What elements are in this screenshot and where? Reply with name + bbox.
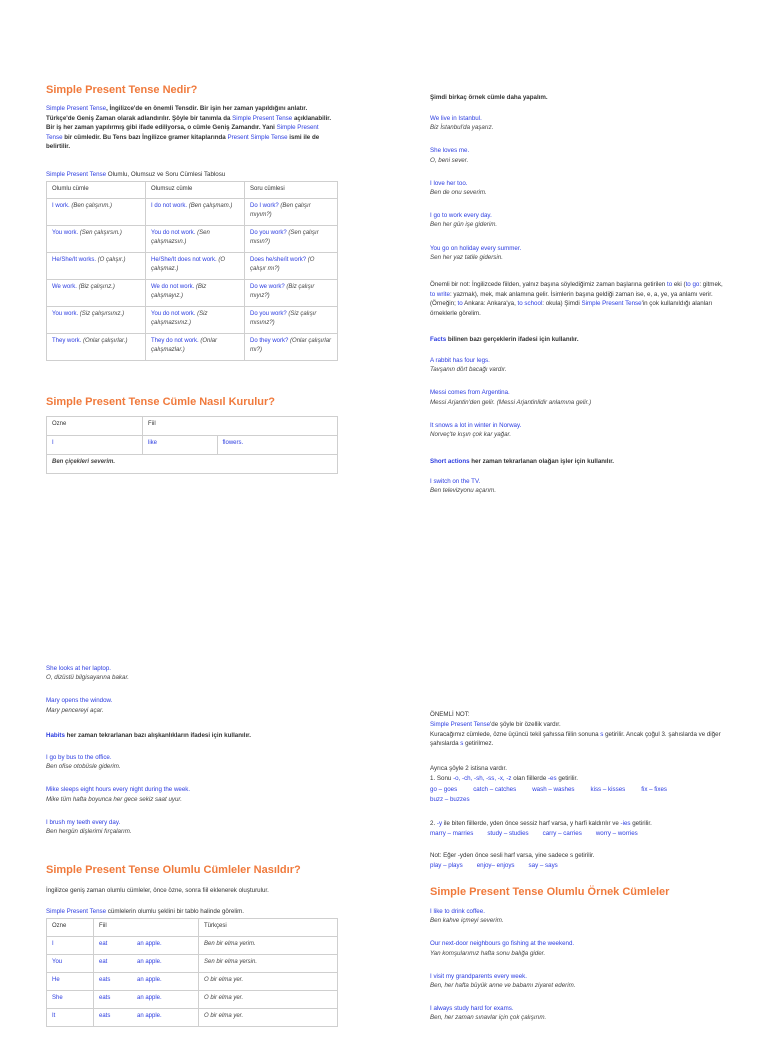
short-actions-line: Short actions her zaman tekrarlanan olağan işler için kullanılır. — [430, 458, 614, 465]
cell-english: He/She/It works. — [52, 257, 97, 263]
facts-line: Facts bilinen bazı gerçeklerin ifadesi için kullanılır. — [430, 336, 579, 343]
cell-turkish: (Biz çalışır mıyız?) — [250, 284, 315, 299]
inline-link[interactable]: to go — [685, 281, 700, 288]
example-item — [430, 211, 730, 229]
example-item — [430, 939, 730, 957]
olumlu-paragraph: İngilizce geniş zaman olumlu cümleler, önce özne, sonra fiil eklenerek oluşturulur. — [46, 887, 269, 894]
rules-intro: Ayrıca şöyle 2 istisna vardır. — [430, 765, 507, 772]
table-cell: an apple. — [132, 991, 199, 1009]
example-english: Mary opens the window. — [46, 697, 113, 705]
example-pair: wash – washes — [532, 786, 575, 793]
cell-english: He/She/It does not work. — [151, 257, 217, 263]
example-pair: play – plays — [430, 862, 463, 869]
example-english: A rabbit has four legs. — [430, 357, 490, 364]
table-row — [47, 334, 338, 361]
table-header: Türkçesi — [199, 919, 338, 937]
cell-turkish: (Sen çalışırsın.) — [78, 230, 122, 236]
example-turkish: Ben, her zaman sınavlar için çok çalışırım. — [430, 1014, 547, 1022]
cell-turkish: (Siz çalışmazsınız.) — [151, 311, 208, 326]
cell-turkish: (Siz çalışırsınız.) — [78, 311, 125, 317]
example-turkish: Ben, her hafta büyük anne ve babamı ziyaret ederim. — [430, 982, 576, 990]
heading-kurulur: Simple Present Tense Cümle Nasıl Kurulur? — [46, 396, 276, 408]
example-english: I switch on the TV. — [430, 478, 481, 485]
example-turkish: Mary pencereyi açar. — [46, 706, 104, 714]
table-header: Fiil — [143, 417, 218, 436]
table-cell — [47, 280, 146, 307]
cell-english: We do not work. — [151, 284, 195, 290]
table-cell: eats — [94, 991, 133, 1009]
example-turkish: Ben televizyonu açarım. — [430, 487, 497, 495]
note-body: Simple Present Tense'de şöyle bir özellik vardır. Kuracağımız cümlede, özne üçüncü tekil şahıssa fiilin sonuna s getirilir. Ancak çoğul 3. şahıslarda ve diğer şahıslarda s getirilmez. — [430, 721, 721, 748]
example-pair: study – studies — [487, 830, 529, 837]
table-header: Soru cümlesi — [245, 182, 338, 199]
example-english: Messi comes from Argentina. — [430, 389, 510, 397]
inline-link[interactable]: Simple Present Tense — [46, 105, 107, 112]
table-header: Ozne — [47, 417, 143, 436]
intro-paragraph — [46, 104, 336, 152]
example-item — [46, 753, 346, 771]
cell-english: You do not work. — [151, 311, 196, 317]
table-row — [47, 973, 338, 991]
cell-turkish: (Sen çalışır mısın?) — [250, 230, 319, 245]
table-cell: O bir elma yer. — [199, 991, 338, 1009]
table-cell — [146, 226, 245, 253]
table-row — [47, 955, 338, 973]
caption-link[interactable]: Simple Present Tense — [46, 171, 107, 178]
table-header: Ozne — [47, 919, 94, 937]
example-turkish: O, beni sever. — [430, 156, 469, 164]
cell-turkish: (Onlar çalışmazlar.) — [151, 338, 218, 353]
text-run: ismi ile de belirtilir. — [46, 133, 320, 151]
example-english: I go to work every day. — [430, 212, 492, 220]
table-cell — [146, 253, 245, 280]
example-item — [430, 244, 730, 262]
table-cell — [245, 226, 338, 253]
example-item — [430, 388, 730, 406]
table-cell: I — [47, 937, 94, 955]
cell-turkish: (Biz çalışırız.) — [76, 284, 115, 290]
cell-turkish: (Onlar çalışırlar mı?) — [250, 338, 332, 353]
table-row — [47, 307, 338, 334]
cell-turkish: (Ben çalışmam.) — [187, 203, 233, 209]
cell-english: You work. — [52, 311, 79, 317]
table-row — [47, 226, 338, 253]
cell-english: You work. — [52, 230, 79, 236]
example-pair: carry – carries — [542, 830, 582, 837]
cell-turkish: (Onlar çalışırlar.) — [81, 338, 128, 344]
example-english: I always study hard for exams. — [430, 1005, 514, 1013]
cell-english: I work. — [52, 203, 70, 209]
example-turkish: Ben ofise otobüsle giderim. — [46, 763, 121, 771]
table-cell: eat — [94, 937, 133, 955]
table-cell: an apple. — [132, 937, 199, 955]
example-turkish: Messi Arjantin'den gelir. (Messi Arjantinlidir anlamına gelir.) — [430, 398, 592, 406]
example-pair: kiss – kisses — [590, 786, 626, 793]
table-cell — [47, 334, 146, 361]
example-item — [46, 696, 346, 714]
example-turkish: Mike tüm hafta boyunca her gece sekiz saat uyur. — [46, 795, 182, 803]
text-run: 'in çok kullanıldığı alanları örneklerle görelim. — [430, 300, 713, 317]
heading-olumlu: Simple Present Tense Olumlu Cümleler Nasıldır? — [46, 864, 301, 876]
example-item — [430, 477, 730, 495]
example-english: I brush my teeth every day. — [46, 818, 121, 826]
table-cell: like — [143, 436, 218, 455]
example-turkish: Biz İstanbul'da yaşarız. — [430, 124, 494, 132]
example-turkish: Ben hergün dişlerimi fırçalarım. — [46, 828, 132, 836]
example-item — [430, 356, 730, 374]
cell-turkish: (O çalışır mı?) — [250, 257, 315, 272]
example-pair: say – says — [528, 862, 558, 869]
table-cell: eat — [94, 955, 133, 973]
right-intro: Şimdi birkaç örnek cümle daha yapalım. — [430, 94, 548, 101]
cell-turkish: (Siz çalışır mısınız?) — [250, 311, 317, 326]
table-cell — [245, 334, 338, 361]
table-cell: O bir elma yer. — [199, 973, 338, 991]
table-cell: an apple. — [132, 973, 199, 991]
not-line: Not: Eğer -yden önce sesli harf varsa, yine sadece s getirilir. — [430, 852, 595, 859]
example-english: You go on holiday every summer. — [430, 244, 522, 252]
note-paragraph — [430, 280, 725, 318]
table-row — [47, 253, 338, 280]
table-cell — [146, 280, 245, 307]
inline-link[interactable]: to write — [430, 290, 450, 298]
table-caption: Simple Present Tense Olumlu, Olumsuz ve Soru Cümlesi Tablosu — [46, 171, 226, 178]
example-pair: marry – marries — [430, 830, 474, 837]
example-english: Mike sleeps eight hours every night during the week. — [46, 786, 191, 794]
table-cell — [146, 199, 245, 226]
examples-block — [430, 477, 730, 509]
structure-table — [46, 416, 338, 474]
examples-block — [46, 753, 346, 850]
table-translation: Ben çiçekleri severim. — [47, 455, 338, 474]
cell-turkish: (Ben çalışır mıyım?) — [250, 203, 311, 218]
text-run: : yazmak), mek, mak anlamına gelir. İsimlerin başına geldiği zaman ise, e, a, ye, ya anlamı verir. (Örneğin; — [430, 290, 713, 308]
table-cell: He — [47, 973, 94, 991]
rule-2: 2. -y ile biten fiillerde, yden önce sessiz harf varsa, y harfi kaldırılır ve -ies getirilir. — [430, 820, 652, 827]
cell-english: I do not work. — [151, 203, 188, 209]
example-item — [430, 114, 730, 132]
cell-turkish: (Ben çalışırım.) — [69, 203, 113, 209]
table-header: Olumsuz cümle — [146, 182, 245, 199]
example-english: I love her too. — [430, 179, 468, 187]
example-turkish: Ben kahve içmeyi severim. — [430, 917, 504, 925]
text-run: eki ( — [672, 281, 686, 288]
table-row — [47, 937, 338, 955]
example-turkish: Tavşanın dört bacağı vardır. — [430, 366, 507, 374]
example-item — [430, 421, 730, 439]
table-cell — [47, 253, 146, 280]
table-cell: Sen bir elma yersin. — [199, 955, 338, 973]
example-item — [430, 146, 730, 164]
note-title: ÖNEMLİ NOT: — [430, 711, 470, 718]
table-cell: an apple. — [132, 955, 199, 973]
table-cell — [245, 253, 338, 280]
example-item — [430, 907, 730, 925]
cell-turkish: (O çalışmaz.) — [151, 257, 226, 272]
cell-turkish: (Sen çalışmazsın.) — [151, 230, 210, 245]
example-item — [46, 664, 346, 682]
rule-1-examples — [430, 785, 730, 804]
example-pair: buzz – buzzes — [430, 795, 470, 803]
inline-link[interactable]: Simple Present Tense — [46, 124, 319, 141]
table-header — [217, 417, 338, 436]
table-row — [47, 199, 338, 226]
example-english: We live in Istanbul. — [430, 115, 482, 122]
example-pair: catch – catches — [473, 786, 517, 793]
example-pair: enjoy– enjoys — [476, 862, 515, 869]
example-english: It snows a lot in winter in Norway. — [430, 421, 522, 429]
example-turkish: Norveç'te kışın çok kar yağar. — [430, 431, 512, 439]
text-run: Önemli bir not: İngilizcede fiilden, yalnız başına söylediğimiz zaman başlarına getirilen — [430, 281, 667, 288]
table-cell: O bir elma yer. — [199, 1009, 338, 1027]
example-english: I visit my grandparents every week. — [430, 972, 527, 980]
cell-turkish: (Biz çalışmayız.) — [151, 284, 207, 299]
cell-english: Does he/she/it work? — [250, 257, 307, 263]
not-examples — [430, 861, 730, 871]
text-run: : gitmek, — [699, 281, 723, 288]
example-turkish: Ben de onu severim. — [430, 189, 487, 197]
table-cell — [47, 199, 146, 226]
examples-block — [430, 356, 730, 453]
text-run: açıklanabilir. Bir iş her zaman yapılırmış gibi ifade ediliyorsa, o cümle Geniş Zamandır. Yani — [46, 114, 332, 132]
example-english: She looks at her laptop. — [46, 665, 112, 672]
habits-line: Habits her zaman tekrarlanan bazı alışkanlıkların ifadesi için kullanılır. — [46, 732, 251, 739]
example-pair: worry – worries — [595, 830, 638, 837]
example-english: Our next-door neighbours go fishing at the weekend. — [430, 940, 575, 948]
example-pair: go – goes — [430, 786, 458, 793]
inline-link[interactable]: to school — [517, 300, 543, 308]
table-cell: eats — [94, 1009, 133, 1027]
table-cell: It — [47, 1009, 94, 1027]
example-english: I like to drink coffee. — [430, 908, 485, 915]
rule-2-examples — [430, 829, 730, 839]
cell-english: Do you work? — [250, 311, 287, 317]
table-cell: an apple. — [132, 1009, 199, 1027]
examples-block — [46, 664, 346, 729]
table-cell: flowers. — [217, 436, 338, 455]
example-turkish: Ben her gün işe giderim. — [430, 221, 498, 229]
heading-nedir: Simple Present Tense Nedir? — [46, 84, 198, 96]
table-header: Fiil — [94, 919, 133, 937]
table-cell: I — [47, 436, 143, 455]
inline-link[interactable]: Simple Present Tense — [232, 114, 293, 122]
table-cell: She — [47, 991, 94, 1009]
examples-block — [430, 114, 730, 276]
table-cell: You — [47, 955, 94, 973]
table-cell — [146, 307, 245, 334]
table-row — [47, 280, 338, 307]
example-turkish: Yan komşularımız hafta sonu balığa gider. — [430, 949, 546, 957]
example-english: She loves me. — [430, 147, 470, 155]
example-item — [430, 179, 730, 197]
examples-block — [430, 907, 730, 1037]
example-turkish: Sen her yaz tatile gidersin. — [430, 253, 503, 261]
inline-link[interactable]: to — [666, 281, 673, 288]
inline-link[interactable]: Simple Present Tense — [581, 300, 642, 308]
table-cell — [245, 280, 338, 307]
heading-ornek: Simple Present Tense Olumlu Örnek Cümleler — [430, 886, 670, 898]
example-item — [46, 785, 346, 803]
cell-english: Do we work? — [250, 284, 285, 290]
example-pair: fix – fixes — [641, 786, 668, 793]
conjugation-table — [46, 181, 338, 361]
text-run: : okula) Şimdi — [542, 300, 582, 308]
cell-english: Do I work? — [250, 203, 279, 209]
text-run: Ankara: Ankara'ya, — [462, 300, 518, 308]
table-cell — [47, 226, 146, 253]
inline-link[interactable]: Present Simple Tense — [227, 133, 288, 141]
example-english: I go by bus to the office. — [46, 754, 112, 761]
cell-english: They work. — [52, 338, 82, 344]
cell-turkish: (O çalışır.) — [96, 257, 126, 263]
example-item — [46, 818, 346, 836]
table-row — [47, 991, 338, 1009]
example-turkish: O, dizüstü bilgisayarına bakar. — [46, 674, 129, 682]
cell-english: We work. — [52, 284, 77, 290]
rule-1: 1. Sonu -o, -ch, -sh, -ss, -x, -z olan fiillerde -es getirilir. — [430, 775, 578, 782]
cell-english: They do not work. — [151, 338, 199, 344]
table-cell — [245, 307, 338, 334]
inline-link[interactable]: to — [457, 300, 463, 308]
table-cell — [146, 334, 245, 361]
cell-english: Do you work? — [250, 230, 287, 236]
table-cell — [47, 307, 146, 334]
text-run: , İngilizce'de en önemli Tensdir. Bir işin her zaman yapıldığını anlatır. Türkçe'de Geniş Zaman olarak adlandırılır. Şöyle bir tanımla da — [46, 105, 308, 122]
example-item — [430, 972, 730, 990]
olumlu-table — [46, 918, 338, 1027]
text-run: bir cümledir. Bu Tens bazı İngilizce gramer kitaplarında — [62, 133, 228, 141]
table-cell: Ben bir elma yerim. — [199, 937, 338, 955]
table-cell: eats — [94, 973, 133, 991]
table-header: Olumlu cümle — [47, 182, 146, 199]
table-header — [132, 919, 199, 937]
table-caption: Simple Present Tense cümlelerin olumlu şeklini bir tablo halinde görelim. — [46, 908, 244, 915]
cell-english: You do not work. — [151, 230, 196, 236]
cell-english: Do they work? — [250, 338, 289, 344]
example-item — [430, 1004, 730, 1022]
table-cell — [245, 199, 338, 226]
